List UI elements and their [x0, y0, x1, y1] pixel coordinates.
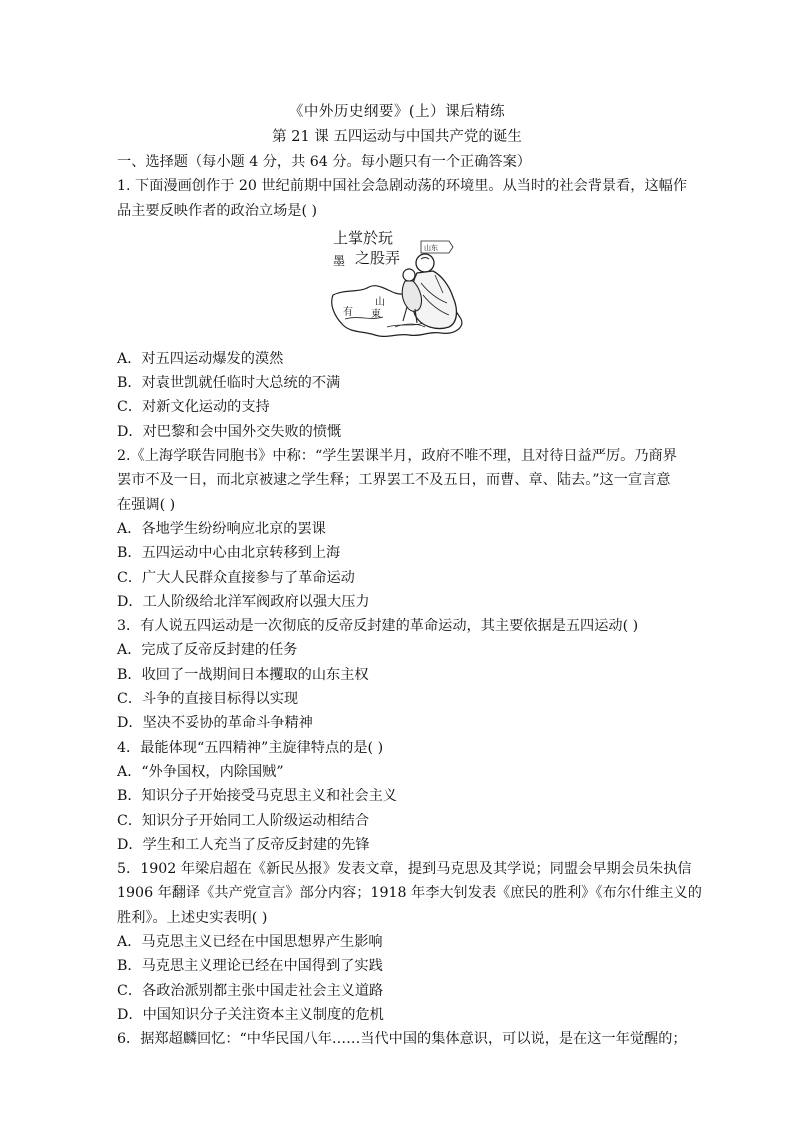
question-stem-line: 2.《上海学联告同胞书》中称：“学生罢课半月，政府不唯不理，且对待日益严厉。乃商界: [117, 448, 677, 465]
option-d: D．中国知识分子关注资本主义制度的危机: [117, 1006, 384, 1023]
question-1: [117, 174, 688, 444]
question-6: [117, 1027, 687, 1051]
exercise-content: [117, 150, 702, 1052]
question-stem-line: 5．1902 年梁启超在《新民丛报》发表文章，提到马克思及其学说；同盟会早期会员朱执信: [117, 861, 692, 878]
question-4: [117, 736, 683, 857]
option-b: B．五四运动中心由北京转移到上海: [117, 545, 341, 562]
option-d: D．学生和工人充当了反帝反封建的先锋: [117, 836, 370, 853]
option-a: A．对五四运动爆发的漠然: [117, 350, 284, 367]
option-c: C．斗争的直接目标得以实现: [117, 691, 299, 708]
option-c: C．知识分子开始同工人阶级运动相结合: [117, 812, 370, 829]
option-a: A．“外争国权，内除国贼”: [117, 763, 284, 780]
option-a: A．各地学生纷纷响应北京的罢课: [117, 520, 326, 537]
cartoon-drawing: [325, 223, 475, 347]
question-stem-line: 4．最能体现“五四精神”主旋律特点的是( ): [117, 739, 384, 756]
option-c: C．广大人民群众直接参与了革命运动: [117, 569, 355, 586]
question-stem-line: 1. 下面漫画创作于 20 世纪前期中国社会急剧动荡的环境里。从当时的社会背景看，这幅作: [117, 178, 688, 195]
option-b: B．马克思主义理论已经在中国得到了实践: [117, 958, 383, 975]
question-stem-line: 1906 年翻译《共产党宣言》部分内容；1918 年李大钊发表《庶民的胜利》《布尔什维主义的: [117, 885, 702, 902]
question-stem-line: 在强调( ): [117, 496, 176, 513]
question-stem-line: 胜利》。上述史实表明( ): [117, 909, 268, 926]
option-c: C．对新文化运动的支持: [117, 399, 270, 416]
cartoon-banner-text: 山东: [424, 243, 438, 252]
option-a: A．马克思主义已经在中国思想界产生影响: [117, 934, 383, 951]
map-corner-text: 有: [343, 306, 353, 318]
question-stem-line: 6．据郑超麟回忆：“中华民国八年……当代中国的集体意识，可以说，是在这一年觉醒的；: [117, 1031, 687, 1048]
option-d: D．坚决不妥协的革命斗争精神: [117, 715, 313, 732]
question-stem-line: 品主要反映作者的政治立场是( ): [117, 202, 318, 219]
map-label: 山: [375, 296, 385, 308]
option-b: B．收回了一战期间日本攫取的山东主权: [117, 666, 369, 683]
map-label: 東: [371, 308, 381, 320]
question-stem-line: 3．有人说五四运动是一次彻底的反帝反封建的革命运动，其主要依据是五四运动( ): [117, 618, 639, 635]
option-b: B．对袁世凯就任临时大总统的不满: [117, 375, 341, 392]
svg-text:之股弄: 之股弄: [355, 248, 401, 267]
question-5: [117, 857, 702, 1027]
cartoon-seal: 墨: [333, 253, 346, 268]
option-b: B．知识分子开始接受马克思主义和社会主义: [117, 788, 397, 805]
political-cartoon: [325, 223, 475, 347]
option-c: C．各政治派别都主张中国走社会主义道路: [117, 982, 384, 999]
option-d: D．对巴黎和会中国外交失败的愤慨: [117, 423, 342, 440]
question-3: [117, 614, 683, 735]
question-2: [117, 444, 683, 614]
question-stem-line: 罢市不及一日，而北京被逮之学生释；工界罢工不及五日，而曹、章、陆去。”这一宣言意: [117, 472, 671, 489]
option-d: D．工人阶级给北洋军阀政府以强大压力: [117, 593, 370, 610]
option-a: A．完成了反帝反封建的任务: [117, 642, 298, 659]
section-heading: 一、选择题（每小题 4 分，共 64 分。每小题只有一个正确答案）: [117, 154, 531, 170]
cartoon-caption-text: 上掌於玩: [333, 228, 394, 247]
document-title: 《中外历史纲要》(上）课后精练: [288, 104, 506, 120]
lesson-title: 第 21 课 五四运动与中国共产党的诞生: [272, 129, 522, 145]
